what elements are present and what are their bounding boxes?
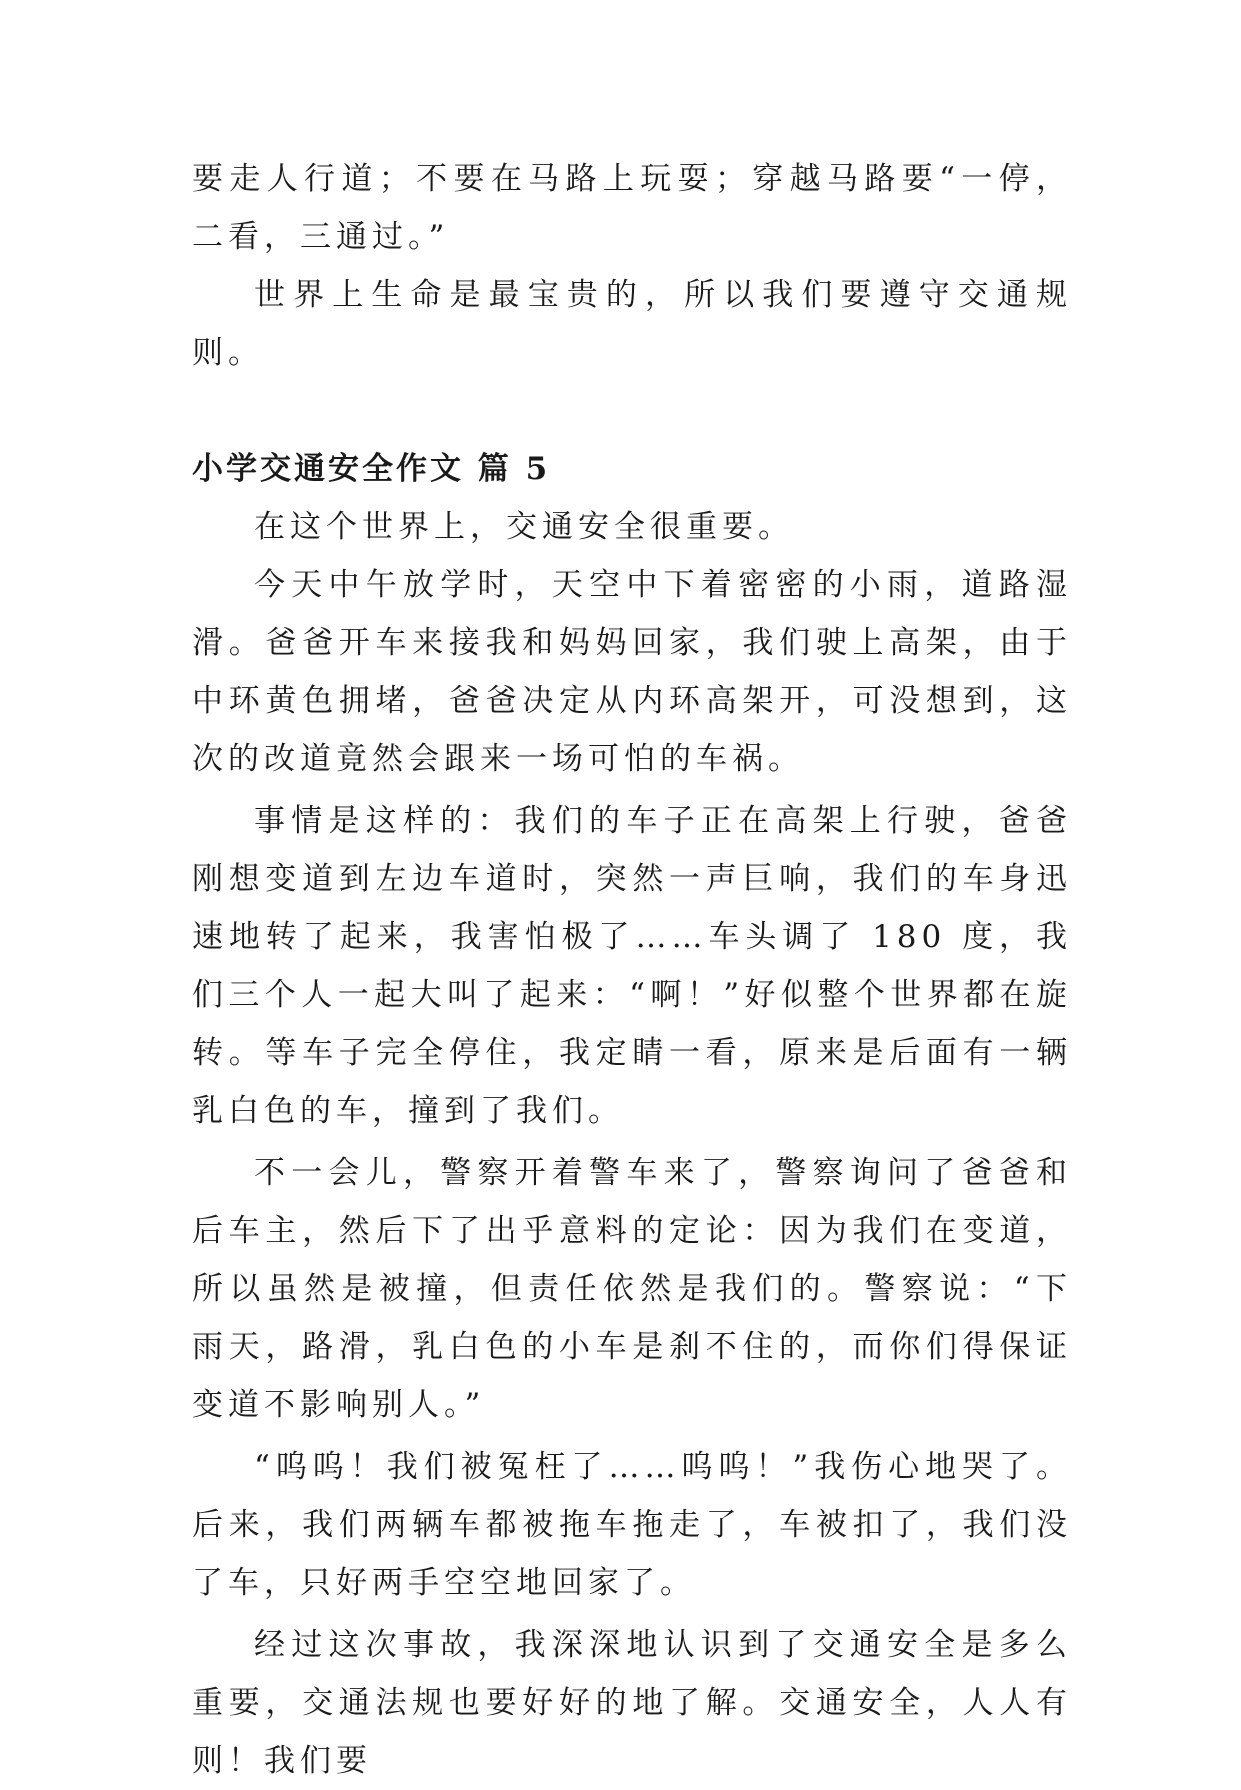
paragraph: 今天中午放学时，天空中下着密密的小雨，道路湿滑。爸爸开车来接我和妈妈回家，我们驶上高架，由于中环黄色拥堵，爸爸决定从内环高架开，可没想到，这次的改道竟然会跟来一场可怕的车祸。 bbox=[192, 567, 1072, 777]
section-title: 小学交通安全作文 篇 5 bbox=[192, 451, 551, 487]
paragraph: 经过这次事故，我深深地认识到了交通安全是多么重要，交通法规也要好好的地了解。交通安全，人人有则！我们要 bbox=[192, 1627, 1072, 1779]
paragraph: 事情是这样的：我们的车子正在高架上行驶，爸爸刚想变道到左边车道时，突然一声巨响，我们的车身迅速地转了起来，我害怕极了……车头调了 180 度，我们三个人一起大叫了起来：“啊！”好似整个世界都在旋转。等车子完全停住，我定睛一看，原来是后面有一辆乳白色的车，撞到了我们。 bbox=[192, 803, 1072, 1129]
paragraph: 不一会儿，警察开着警车来了，警察询问了爸爸和后车主，然后下了出乎意料的定论：因为我们在变道，所以虽然是被撞，但责任依然是我们的。警察说：“下雨天，路滑，乳白色的小车是刹不住的，而你们得保证变道不影响别人。” bbox=[192, 1155, 1072, 1423]
paragraph: “呜呜！我们被冤枉了……呜呜！”我伤心地哭了。后来，我们两辆车都被拖车拖走了，车被扣了，我们没了车，只好两手空空地回家了。 bbox=[192, 1449, 1072, 1601]
continuation-paragraph: 要走人行道；不要在马路上玩耍；穿越马路要“一停，二看，三通过。” bbox=[192, 161, 1072, 255]
closing-paragraph: 世界上生命是最宝贵的，所以我们要遵守交通规则。 bbox=[192, 277, 1072, 371]
document-body bbox=[192, 150, 1072, 1790]
paragraph: 在这个世界上，交通安全很重要。 bbox=[254, 509, 794, 545]
section-spacer bbox=[192, 382, 1072, 440]
